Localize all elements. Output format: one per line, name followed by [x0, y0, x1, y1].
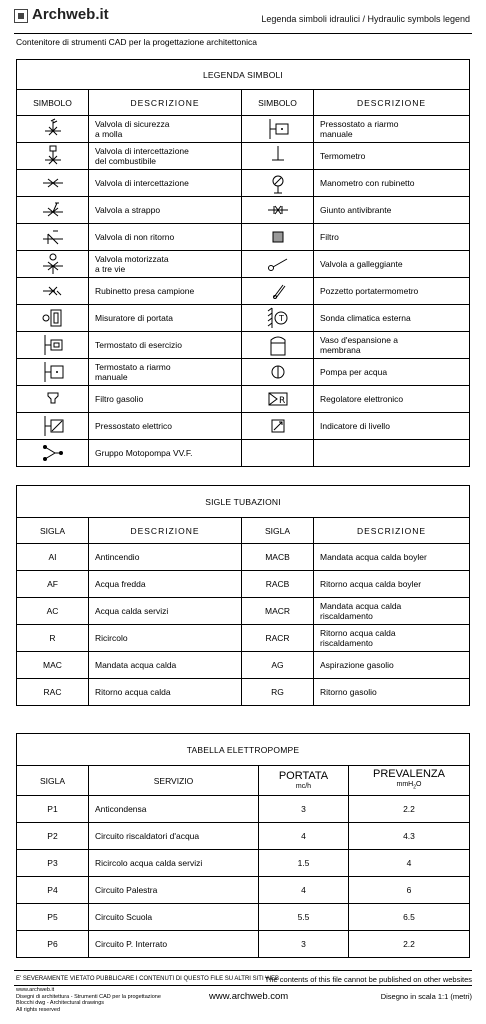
sigla-cell: RAC: [17, 679, 89, 706]
description-line: Filtro: [320, 232, 339, 242]
col-header-descrizione: DESCRIZIONE: [89, 518, 242, 544]
description-cell: [314, 598, 470, 625]
col-header-prevalenza: [349, 766, 470, 796]
sigle-row: [17, 544, 470, 571]
description-line: Ritorno acqua calda: [95, 687, 171, 697]
sigla-cell: MACR: [242, 598, 314, 625]
water-pump-icon: [265, 360, 291, 384]
pump-portata: 4: [259, 877, 349, 904]
sigla-cell: MAC: [17, 652, 89, 679]
legenda-row: [17, 386, 470, 413]
description-cell: [314, 359, 470, 386]
symbol-cell: [242, 278, 314, 305]
sigla-cell: R: [17, 625, 89, 652]
col-header-simbolo: SIMBOLO: [242, 90, 314, 116]
oil-filter-icon: [40, 387, 66, 411]
description-line: Acqua fredda: [95, 579, 146, 589]
description-line: manuale: [95, 372, 128, 382]
symbol-cell: [17, 116, 89, 143]
description-cell: [89, 305, 242, 332]
pump-sigla: P2: [17, 823, 89, 850]
legenda-title: LEGENDA SIMBOLI: [17, 60, 470, 90]
elettropompe-title: TABELLA ELETTROPOMPE: [17, 734, 470, 766]
thermometer-well-icon: [265, 279, 291, 303]
symbol-cell: [242, 170, 314, 197]
col-header-portata: [259, 766, 349, 796]
description-line: del combustibile: [95, 156, 156, 166]
footer-credit-line: www.archweb.it: [16, 987, 55, 993]
symbol-cell: [242, 305, 314, 332]
footer-warning-en: The contents of this file cannot be published on other websites: [264, 975, 472, 984]
footer-scale: Disegno in scala 1:1 (metri): [380, 992, 472, 1001]
description-cell: [314, 251, 470, 278]
pump-portata: 5.5: [259, 904, 349, 931]
description-cell: [89, 170, 242, 197]
description-line: Valvola di sicurezza: [95, 119, 170, 129]
description-cell: [89, 143, 242, 170]
sigla-cell: AF: [17, 571, 89, 598]
svg-text:T: T: [278, 314, 284, 323]
description-cell: [314, 143, 470, 170]
description-cell: [89, 278, 242, 305]
outdoor-climate-probe-icon: [265, 306, 291, 330]
description-cell: [89, 679, 242, 706]
description-line: manuale: [320, 129, 353, 139]
sigla-cell: RACB: [242, 571, 314, 598]
footer-credit-line: Blocchi dwg - Architectural drawings: [16, 1000, 105, 1006]
prevalenza-unit: [349, 780, 469, 792]
description-line: Ritorno gasolio: [320, 687, 377, 697]
symbol-cell: [17, 251, 89, 278]
page-subtitle: Contenitore di strumenti CAD per la progettazione architettonica: [16, 37, 257, 47]
manual-reset-thermostat-icon: [40, 360, 66, 384]
manometer-tap-icon: [265, 171, 291, 195]
symbol-cell: [242, 251, 314, 278]
description-line: Pozzetto portatermometro: [320, 286, 419, 296]
pump-portata: 3: [259, 931, 349, 958]
description-line: Rubinetto presa campione: [95, 286, 195, 296]
description-line: Acqua calda servizi: [95, 606, 169, 616]
description-cell: [89, 251, 242, 278]
description-line: Vaso d'espansione a: [320, 335, 399, 345]
electronic-regulator-icon: [265, 387, 291, 411]
sigle-row: [17, 679, 470, 706]
description-cell: [89, 197, 242, 224]
description-cell: [89, 386, 242, 413]
sigla-cell: AC: [17, 598, 89, 625]
description-cell: [314, 170, 470, 197]
description-line: Pressostato elettrico: [95, 421, 173, 431]
description-line: Mandata acqua calda boyler: [320, 552, 427, 562]
description-line: Giunto antivibrante: [320, 205, 392, 215]
description-line: riscaldamento: [320, 638, 373, 648]
description-line: Termostato a riarmo: [95, 362, 171, 372]
pump-sigla: P1: [17, 796, 89, 823]
footer-credit-line: Disegni di architettura - Strumenti CAD per la progettazione: [16, 993, 161, 1000]
legenda-row: [17, 278, 470, 305]
footer-warning-it: E' SEVERAMENTE VIETATO PUBBLICARE I CONTENUTI DI QUESTO FILE SU ALTRI SITI WEB: [16, 976, 279, 982]
thermometer-icon: [265, 144, 291, 168]
sigla-cell: RG: [242, 679, 314, 706]
description-line: Valvola motorizzata: [95, 254, 169, 264]
description-line: Valvola a strappo: [95, 205, 161, 215]
pump-prevalenza: 2.2: [349, 796, 470, 823]
description-cell: [314, 305, 470, 332]
description-cell: [89, 544, 242, 571]
footer-site-link[interactable]: www.archweb.com: [209, 991, 289, 1002]
pump-portata: 4: [259, 823, 349, 850]
pump-sigla: P3: [17, 850, 89, 877]
description-cell: [89, 359, 242, 386]
elettropompe-table: [16, 733, 470, 958]
description-cell: [89, 116, 242, 143]
description-cell: [89, 625, 242, 652]
pump-row: [17, 931, 470, 958]
description-line: Termostato di esercizio: [95, 340, 182, 350]
pump-prevalenza: 4: [349, 850, 470, 877]
pump-servizio: Circuito riscaldatori d'acqua: [89, 823, 259, 850]
col-header-sigla: SIGLA: [17, 766, 89, 796]
pump-servizio: Circuito Scuola: [89, 904, 259, 931]
check-valve-icon: [40, 225, 66, 249]
legenda-row: [17, 116, 470, 143]
pump-prevalenza: 2.2: [349, 931, 470, 958]
header-divider: [14, 33, 472, 34]
description-line: Ritorno acqua calda boyler: [320, 579, 422, 589]
description-line: Valvola di intercettazione: [95, 178, 189, 188]
pump-row: [17, 823, 470, 850]
sigle-title: SIGLE TUBAZIONI: [17, 486, 470, 518]
symbol-cell: [242, 413, 314, 440]
description-line: Ritorno acqua calda: [320, 628, 396, 638]
legenda-row: [17, 305, 470, 332]
description-cell: [314, 652, 470, 679]
symbol-cell: [17, 440, 89, 467]
description-cell: [314, 625, 470, 652]
footer-credits: [16, 987, 161, 1013]
description-line: Pressostato a riarmo: [320, 119, 399, 129]
description-cell: [89, 598, 242, 625]
safety-valve-icon: [40, 117, 66, 141]
col-header-descrizione: DESCRIZIONE: [314, 90, 470, 116]
description-line: Ricircolo: [95, 633, 128, 643]
symbol-cell: [17, 413, 89, 440]
pump-sigla: P6: [17, 931, 89, 958]
description-line: Regolatore elettronico: [320, 394, 404, 404]
legenda-row: [17, 143, 470, 170]
description-cell: [314, 332, 470, 359]
description-line: Valvola di intercettazione: [95, 146, 189, 156]
description-line: Mandata acqua calda: [95, 660, 177, 670]
svg-text:R: R: [278, 396, 285, 406]
description-line: a tre vie: [95, 264, 126, 274]
manual-reset-pressure-switch-icon: [265, 117, 291, 141]
col-header-descrizione: DESCRIZIONE: [314, 518, 470, 544]
description-line: a molla: [95, 129, 123, 139]
sigla-cell: AG: [242, 652, 314, 679]
description-line: Misuratore di portata: [95, 313, 173, 323]
description-line: membrana: [320, 345, 361, 355]
pump-servizio: Anticondensa: [89, 796, 259, 823]
pump-portata: 3: [259, 796, 349, 823]
motorized-three-way-valve-icon: [40, 252, 66, 276]
symbol-cell: [242, 359, 314, 386]
description-cell: [314, 116, 470, 143]
description-line: Valvola di non ritorno: [95, 232, 175, 242]
pump-prevalenza: 6: [349, 877, 470, 904]
symbol-cell: [17, 332, 89, 359]
symbol-cell: [17, 305, 89, 332]
description-line: Gruppo Motopompa VV.F.: [95, 448, 193, 458]
description-line: Aspirazione gasolio: [320, 660, 394, 670]
sigla-cell: RACR: [242, 625, 314, 652]
symbol-cell: [242, 197, 314, 224]
symbol-cell: [242, 143, 314, 170]
symbol-cell: [17, 359, 89, 386]
pump-row: [17, 796, 470, 823]
description-cell: [89, 652, 242, 679]
pump-sigla: P5: [17, 904, 89, 931]
description-line: riscaldamento: [320, 611, 373, 621]
operating-thermostat-icon: [40, 333, 66, 357]
description-cell: [89, 413, 242, 440]
description-line: Mandata acqua calda: [320, 601, 402, 611]
legenda-row: [17, 251, 470, 278]
sigle-row: [17, 571, 470, 598]
legenda-row: [17, 197, 470, 224]
pull-valve-icon: [40, 198, 66, 222]
col-header-simbolo: SIMBOLO: [17, 90, 89, 116]
expansion-vessel-icon: [265, 333, 291, 357]
sigla-cell: AI: [17, 544, 89, 571]
symbol-cell: [17, 386, 89, 413]
symbol-cell: [242, 386, 314, 413]
legenda-row: [17, 359, 470, 386]
symbol-cell: [242, 332, 314, 359]
level-indicator-icon: [265, 414, 291, 438]
description-line: Sonda climatica esterna: [320, 313, 411, 323]
prevalenza-label: PREVALENZA: [373, 768, 445, 781]
legenda-row: [17, 170, 470, 197]
symbol-cell: [17, 170, 89, 197]
filter-icon: [265, 225, 291, 249]
footer-credit-line: All rights reserved: [16, 1006, 61, 1013]
pump-servizio: Circuito P. Interrato: [89, 931, 259, 958]
sigla-cell: MACB: [242, 544, 314, 571]
col-header-descrizione: DESCRIZIONE: [89, 90, 242, 116]
description-cell: [314, 440, 470, 467]
description-cell: [89, 440, 242, 467]
pump-prevalenza: 4.3: [349, 823, 470, 850]
pump-portata: 1.5: [259, 850, 349, 877]
pump-servizio: Ricircolo acqua calda servizi: [89, 850, 259, 877]
electric-pressure-switch-icon: [40, 414, 66, 438]
prevalenza-unit-sub: 2: [413, 784, 417, 791]
pump-sigla: P4: [17, 877, 89, 904]
footer-divider-2: [14, 985, 472, 986]
symbol-cell: [17, 224, 89, 251]
description-cell: [314, 197, 470, 224]
portata-unit: mc/h: [295, 783, 312, 790]
shutoff-valve-icon: [40, 171, 66, 195]
sigle-row: [17, 625, 470, 652]
legenda-simboli-table: [16, 59, 470, 467]
pump-row: [17, 904, 470, 931]
description-cell: [314, 278, 470, 305]
col-header-sigla: SIGLA: [17, 518, 89, 544]
pump-row: [17, 850, 470, 877]
col-header-sigla: SIGLA: [242, 518, 314, 544]
description-cell: [314, 413, 470, 440]
symbol-cell: [242, 224, 314, 251]
description-line: Filtro gasolio: [95, 394, 144, 404]
description-cell: [89, 332, 242, 359]
description-line: Pompa per acqua: [320, 367, 388, 377]
description-cell: [89, 224, 242, 251]
pump-prevalenza: 6.5: [349, 904, 470, 931]
symbol-cell: [242, 440, 314, 467]
flow-meter-icon: [40, 306, 66, 330]
sampling-tap-icon: [40, 279, 66, 303]
description-line: Valvola a galleggiante: [320, 259, 403, 269]
fuel-shutoff-valve-icon: [40, 144, 66, 168]
page-title: Legenda simboli idraulici / Hydraulic symbols legend: [261, 14, 470, 24]
logo-text: Archweb.it: [32, 6, 109, 23]
symbol-cell: [17, 143, 89, 170]
prevalenza-unit-end: O: [416, 781, 422, 789]
prevalenza-unit-main: mmH: [396, 781, 414, 789]
pump-row: [17, 877, 470, 904]
legenda-row: [17, 413, 470, 440]
description-cell: [314, 386, 470, 413]
pump-servizio: Circuito Palestra: [89, 877, 259, 904]
description-cell: [314, 571, 470, 598]
description-cell: [314, 224, 470, 251]
symbol-cell: [17, 278, 89, 305]
description-line: Indicatore di livello: [320, 421, 390, 431]
legenda-row: [17, 224, 470, 251]
description-cell: [314, 679, 470, 706]
float-valve-icon: [265, 252, 291, 276]
portata-label: PORTATA: [278, 770, 329, 782]
description-line: Antincendio: [95, 552, 140, 562]
fire-pump-group-icon: [40, 441, 66, 465]
description-cell: [89, 571, 242, 598]
archweb-logo-icon: [14, 9, 28, 23]
description-line: Termometro: [320, 151, 366, 161]
anti-vibration-joint-icon: [265, 198, 291, 222]
description-cell: [314, 544, 470, 571]
col-header-servizio: SERVIZIO: [89, 766, 259, 796]
symbol-cell: [17, 197, 89, 224]
sigle-row: [17, 598, 470, 625]
symbol-cell: [242, 116, 314, 143]
legenda-row: [17, 440, 470, 467]
legenda-row: [17, 332, 470, 359]
sigle-row: [17, 652, 470, 679]
description-line: Manometro con rubinetto: [320, 178, 415, 188]
top-bar: [0, 0, 486, 34]
footer-divider: [14, 970, 472, 971]
sigle-tubazioni-table: [16, 485, 470, 706]
